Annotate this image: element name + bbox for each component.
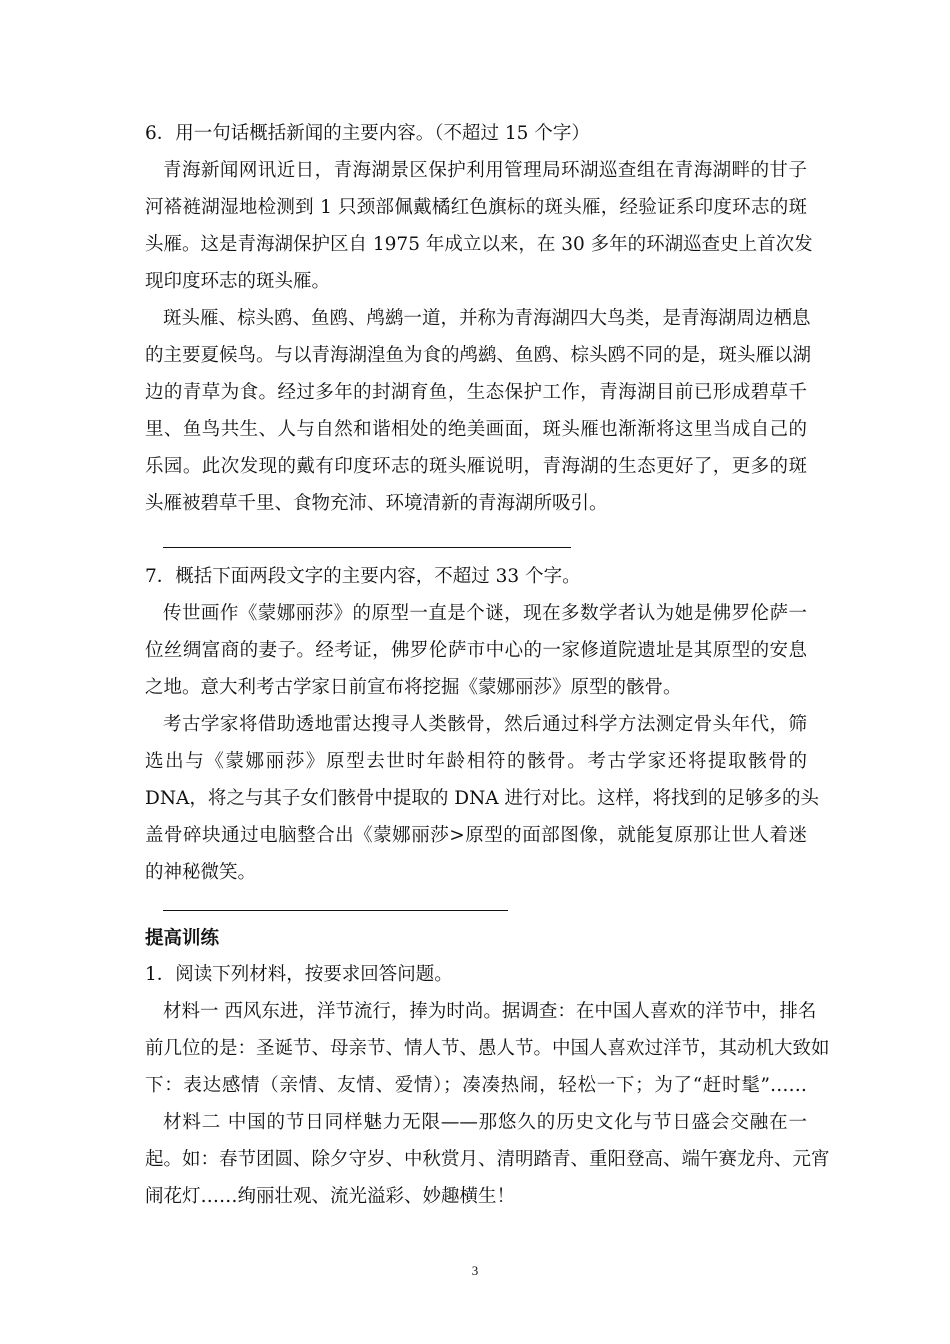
q7-text-line: 考古学家将借助透地雷达搜寻人类骸骨，然后通过科学方法测定骨头年代，筛 [163, 714, 807, 735]
page-number: 3 [471, 1263, 479, 1278]
material-text-line: 材料二 中国的节日同样魅力无限——那悠久的历史文化与节日盛会交融在一 [163, 1112, 807, 1133]
q6-text-line: 头雁。这是青海湖保护区自 1975 年成立以来，在 30 多年的环湖巡查史上首次发 [145, 234, 813, 255]
q6-text-line: 的主要夏候鸟。与以青海湖湟鱼为食的鸬鹚、鱼鸥、棕头鸥不同的是，斑头雁以湖 [145, 345, 812, 366]
q6-prompt: 6．用一句话概括新闻的主要内容。（不超过 15 个字） [145, 123, 590, 144]
q6-text-line: 青海新闻网讯近日，青海湖景区保护利用管理局环湖巡查组在青海湖畔的甘子 [163, 160, 807, 181]
q7-text-line: 位丝绸富商的妻子。经考证，佛罗伦萨市中心的一家修道院遗址是其原型的安息 [145, 640, 807, 661]
q7-text-line: 的神秘微笑。 [145, 862, 257, 883]
material-text-line: 材料一 西风东进，洋节流行，捧为时尚。据调查：在中国人喜欢的洋节中，排名 [163, 1001, 817, 1022]
q6-text-line: 斑头雁、棕头鸥、鱼鸥、鸬鹚一道，并称为青海湖四大鸟类，是青海湖周边栖息 [163, 308, 811, 329]
material-text-line: 闹花灯……绚丽壮观、流光溢彩、妙趣横生！ [145, 1186, 516, 1207]
material-text-line: 下：表达感情（亲情、友情、爱情）；凑凑热闹，轻松一下；为了“赶时髦”…… [145, 1075, 807, 1096]
q7-text-line: 传世画作《蒙娜丽莎》的原型一直是个谜，现在多数学者认为她是佛罗伦萨一 [163, 603, 807, 624]
q7-answer-line [163, 910, 508, 911]
section-heading: 提高训练 [145, 928, 220, 949]
q7-text-line: 选出与《蒙娜丽莎》原型去世时年龄相符的骸骨。考古学家还将提取骸骨的 [145, 751, 807, 772]
q6-text-line: 乐园。此次发现的戴有印度环志的斑头雁说明，青海湖的生态更好了，更多的斑 [145, 456, 807, 477]
q7-text-line: DNA，将之与其子女们骸骨中提取的 DNA 进行对比。这样，将找到的足够多的头 [145, 788, 820, 809]
q7-text-line: 之地。意大利考古学家日前宣布将挖掘《蒙娜丽莎》原型的骸骨。 [145, 677, 682, 698]
q7-text-line: 盖骨碎块通过电脑整合出《蒙娜丽莎>原型的面部图像，就能复原那让世人着迷 [145, 825, 807, 846]
material-text-line: 前几位的是：圣诞节、母亲节、情人节、愚人节。中国人喜欢过洋节，其动机大致如 [145, 1038, 830, 1059]
q6-text-line: 现印度环志的斑头雁。 [145, 271, 331, 292]
section-q1-prompt: 1．阅读下列材料，按要求回答问题。 [145, 964, 453, 985]
q7-prompt: 7．概括下面两段文字的主要内容，不超过 33 个字。 [145, 566, 581, 587]
q6-text-line: 边的青草为食。经过多年的封湖育鱼，生态保护工作，青海湖目前已形成碧草千 [145, 382, 807, 403]
q6-answer-line [163, 547, 571, 548]
q6-text-line: 头雁被碧草千里、食物充沛、环境清新的青海湖所吸引。 [145, 493, 608, 514]
q6-text-line: 里、鱼鸟共生、人与自然和谐相处的绝美画面，斑头雁也渐渐将这里当成自己的 [145, 419, 807, 440]
material-text-line: 起。如：春节团圆、除夕守岁、中秋赏月、清明踏青、重阳登高、端午赛龙舟、元宵 [145, 1149, 830, 1170]
q6-text-line: 河褡裢湖湿地检测到 1 只颈部佩戴橘红色旗标的斑头雁，经验证系印度环志的斑 [145, 197, 807, 218]
